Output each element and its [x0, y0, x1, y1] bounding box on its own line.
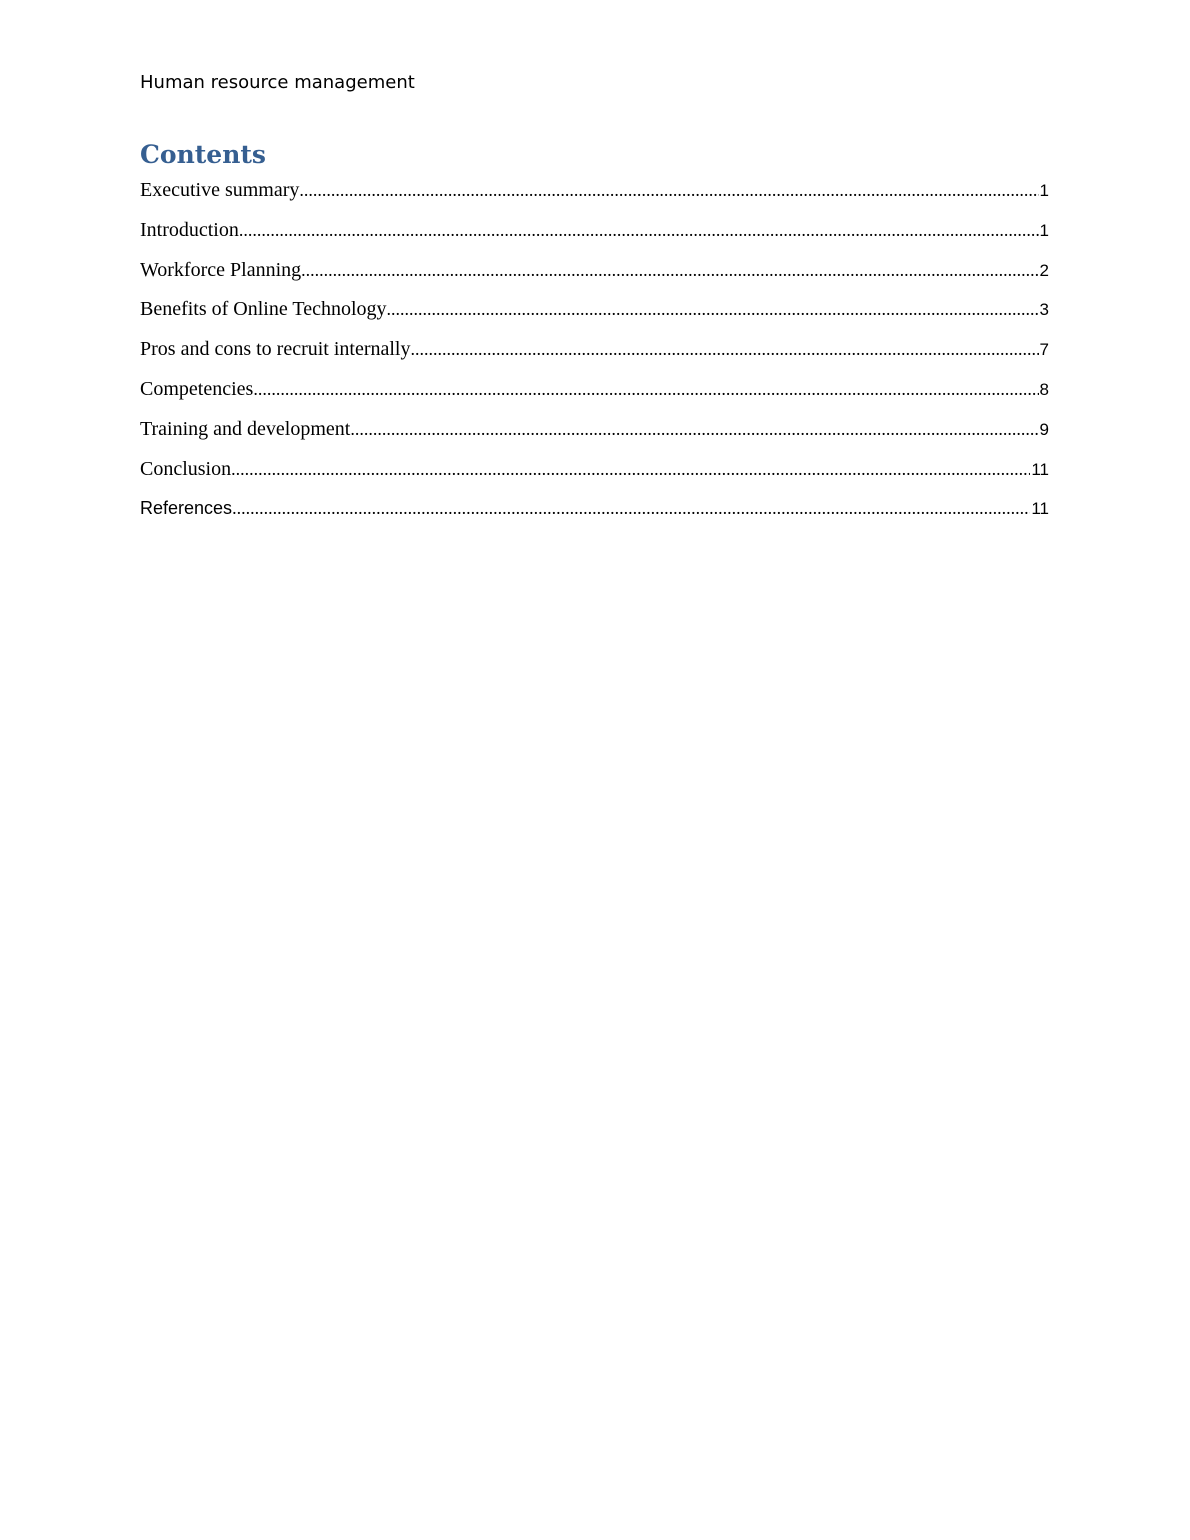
toc-entry-label: References — [140, 498, 233, 519]
toc-title: Contents — [140, 140, 267, 169]
table-of-contents — [140, 176, 1049, 534]
toc-entry-label: Training and development — [140, 417, 351, 440]
toc-entry-page-number: 11 — [1031, 459, 1049, 479]
toc-entry-label: Competencies — [140, 377, 254, 400]
toc-entry-label: Introduction — [140, 218, 239, 241]
toc-entry-page-number: 9 — [1039, 419, 1049, 439]
toc-entry-page-number: 8 — [1039, 379, 1049, 399]
toc-entry-executive-summary[interactable] — [140, 176, 1049, 216]
toc-entry-page-number: 2 — [1039, 260, 1049, 280]
toc-entry-references[interactable] — [140, 494, 1049, 534]
dot-leader — [301, 256, 1038, 284]
toc-entry-page-number: 1 — [1039, 181, 1049, 200]
toc-entry-benefits-of-online-technology[interactable] — [140, 295, 1049, 335]
toc-entry-workforce-planning[interactable] — [140, 256, 1049, 296]
toc-entry-label: Pros and cons to recruit internally — [140, 338, 411, 361]
toc-entry-page-number: 3 — [1039, 300, 1049, 320]
toc-entry-competencies[interactable] — [140, 375, 1049, 415]
toc-entry-label: Workforce Planning — [140, 258, 302, 281]
toc-entry-conclusion[interactable] — [140, 455, 1049, 495]
dot-leader — [253, 375, 1038, 403]
dot-leader — [350, 415, 1038, 443]
toc-entry-label: Conclusion — [140, 457, 232, 480]
toc-entry-training-and-development[interactable] — [140, 415, 1049, 455]
running-header: Human resource management — [140, 72, 415, 93]
dot-leader — [239, 216, 1039, 244]
toc-entry-label: Benefits of Online Technology — [140, 298, 387, 321]
toc-entry-label: Executive summary — [140, 179, 300, 201]
toc-entry-page-number: 7 — [1039, 340, 1049, 360]
dot-leader — [232, 494, 1030, 522]
dot-leader — [299, 176, 1038, 204]
dot-leader — [387, 295, 1039, 323]
toc-entry-introduction[interactable] — [140, 216, 1049, 256]
toc-entry-page-number: 11 — [1031, 499, 1049, 519]
toc-entry-pros-and-cons[interactable] — [140, 335, 1049, 375]
dot-leader — [231, 455, 1030, 483]
toc-entry-page-number: 1 — [1039, 220, 1049, 240]
dot-leader — [411, 335, 1039, 363]
